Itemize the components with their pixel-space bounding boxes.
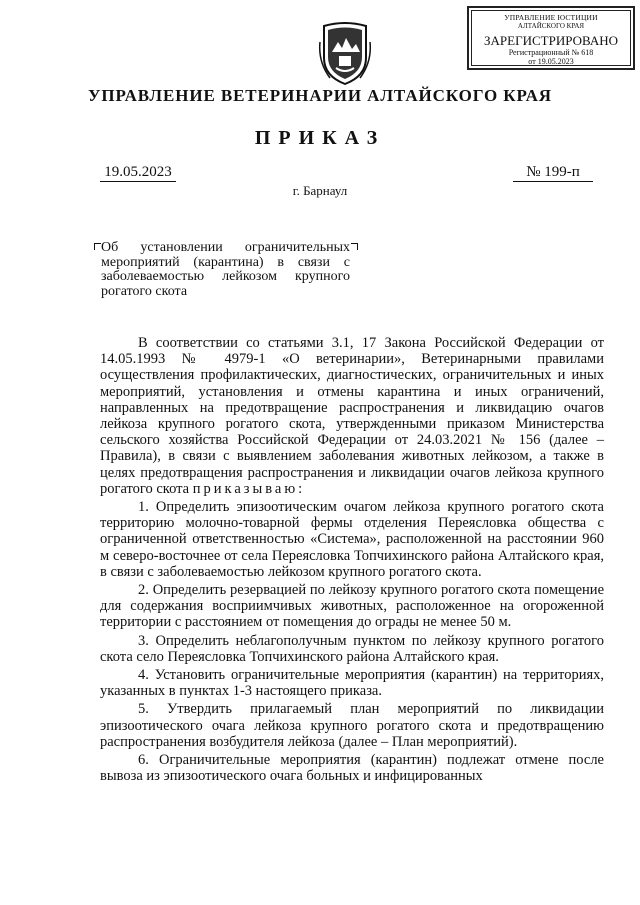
order-word: приказываю:: [192, 480, 306, 497]
order-number: № 199-п: [513, 163, 593, 182]
preamble-paragraph: [100, 335, 604, 497]
order-item-2: 2. Определить резервацией по лейкозу крупного рогатого скота помещение для содержания восприимчивых животных, расположенное на огороженной территории с расстоянием от помещения до ограды не менее 50 м.: [100, 582, 604, 631]
order-item-1: 1. Определить эпизоотическим очагом лейкоза крупного рогатого скота территорию молочно-товарной фермы отделения Переясловка общества с ограниченной ответственностью «Система», расположенной на расстоянии 960 м северо-восточнее от села Переясловка Топчихинского района Алтайского края, в связи с заболеваемостью лейкозом крупного рогатого скота.: [100, 499, 604, 580]
order-body: [100, 335, 604, 785]
document-type: ПРИКАЗ: [254, 127, 386, 149]
order-city: г. Барнаул: [292, 183, 348, 198]
order-date: 19.05.2023: [100, 163, 176, 182]
stamp-reg-number: Регистрационный № 618: [508, 48, 594, 57]
stamp-registered: ЗАРЕГИСТРИРОВАНО: [484, 33, 618, 48]
order-item-3: 3. Определить неблагополучным пунктом по лейкозу крупного рогатого скота село Переясловка Топчихинского района Алтайского края.: [100, 632, 604, 665]
order-subject: Об установлении ограничительных мероприятий (карантина) в связи с заболеваемостью лейкозом крупного рогатого скота: [101, 240, 350, 299]
subject-bracket-left: [94, 243, 101, 250]
subject-bracket-right: [351, 243, 358, 250]
stamp-agency-line1: УПРАВЛЕНИЕ ЮСТИЦИИ: [504, 13, 598, 22]
organization-title: УПРАВЛЕНИЕ ВЕТЕРИНАРИИ АЛТАЙСКОГО КРАЯ: [88, 86, 552, 105]
stamp-agency-line2: АЛТАЙСКОГО КРАЯ: [517, 22, 585, 30]
order-item-6: 6. Ограничительные мероприятия (карантин) подлежат отмене после вывоза из эпизоотического очага больных и инфицированных: [100, 752, 604, 785]
order-item-5: 5. Утвердить прилагаемый план мероприятий по ликвидации эпизоотического очага лейкоза крупного рогатого скота и предотвращению распространения возбудителя лейкоза (далее – План мероприятий).: [100, 701, 604, 750]
coat-of-arms-icon: [318, 22, 372, 86]
preamble-text: В соответствии со статьями 3.1, 17 Закона Российской Федерации от 14.05.1993 № 4979-1 «О ветеринарии», Ветеринарными правилами осуществления профилактических, диагностических, ограничительных и иных мероприятий, установления и отмены карантина и иных ограничений, направленных на предотвращение распространения и ликвидацию очагов лейкоза крупного рогатого скота, утвержденными приказом Министерства сельского хозяйства Российской Федерации от 24.03.2021 № 156 (далее – Правила), в связи с выявлением заболевания животных лейкозом, а также в целях предотвращения распространения и ликвидации очагов лейкоза крупного рогатого скота: [100, 335, 604, 497]
registration-stamp: [467, 6, 635, 70]
order-item-4: 4. Установить ограничительные мероприятия (карантин) на территориях, указанных в пунктах 1-3 настоящего приказа.: [100, 667, 604, 700]
stamp-reg-date: от 19.05.2023: [528, 57, 574, 66]
